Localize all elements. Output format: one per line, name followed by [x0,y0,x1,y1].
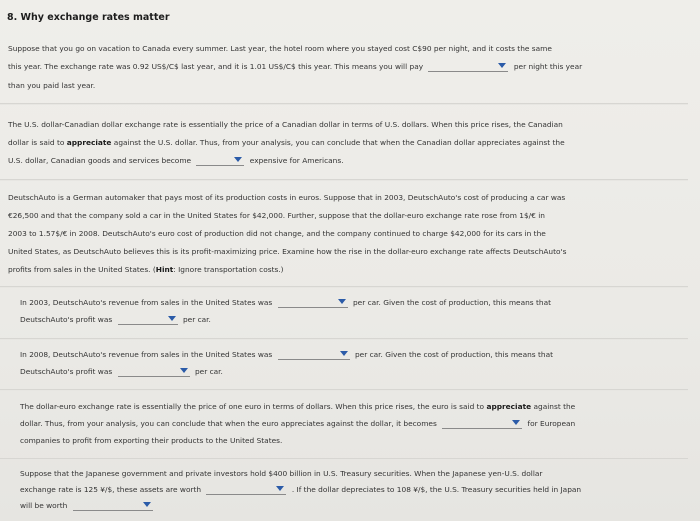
more-less-expensive-dropdown[interactable] [196,156,244,166]
q2003-line1-a: In 2003, DeutschAuto's revenue from sales in the United States was [20,298,273,307]
q2008-line2 [20,367,223,377]
revenue-2003-dropdown[interactable] [278,298,348,308]
q2003-line2 [20,315,211,325]
appreciate-term: appreciate [486,402,532,411]
p2-line1: The U.S. dollar-Canadian dollar exchange rate is essentially the price of a Canadian dollar in terms of U.S. dollars. When this price rises, the Canadian [8,120,563,129]
divider [0,179,688,181]
p1-line2-suffix: per night this year [513,62,583,71]
p2-line2-a: dollar is said to [8,138,65,147]
divider [0,338,688,340]
divider [0,389,688,391]
p4-line2-a: dollar. Thus, from your analysis, you can conclude that when the euro appreciates against the dollar, it becomes [20,419,437,428]
appreciate-term: appreciate [66,138,112,147]
p4-line1-a: The dollar-euro exchange rate is essentially the price of one euro in terms of dollars. When this price rises, the euro is said to [20,402,485,411]
q2003-line1 [20,298,551,308]
divider [0,458,688,460]
p2-line2-b: against the U.S. dollar. Thus, from your analysis, you can conclude that when the Canadian dollar appreciates against the [113,138,565,147]
p5-line2 [20,485,581,495]
q2003-line1-b: per car. Given the cost of production, this means that [352,298,551,307]
p5-line3 [20,501,156,511]
dropdown-arrow-icon [340,351,348,356]
p3-line4: United States, as DeutschAuto believes this is its profit-maximizing price. Examine how the rise in the dollar-euro exchange rate affects DeutschAuto's [8,247,567,256]
worth-after-depreciation-dropdown[interactable] [73,501,153,511]
p4-line1 [20,402,575,411]
q2008-line1-b: per car. Given the cost of production, this means that [354,350,553,359]
p3-line1: DeutschAuto is a German automaker that pays most of its production costs in euros. Suppose that in 2003, DeutschAuto's cost of producing a car was [8,193,566,202]
hint-label: Hint [155,265,174,274]
q2008-line1-a: In 2008, DeutschAuto's revenue from sales in the United States was [20,350,273,359]
dropdown-arrow-icon [143,502,151,507]
divider [0,286,688,288]
dropdown-arrow-icon [498,63,506,68]
dropdown-arrow-icon [234,157,242,162]
p4-line2 [20,419,575,429]
dropdown-arrow-icon [180,368,188,373]
p4-line2-b: for European [527,419,576,428]
p5-line2-a: exchange rate is 125 ¥/$, these assets are worth [20,485,202,494]
q2008-line2-a: DeutschAuto's profit was [20,367,113,376]
p3-line3: 2003 to 1.57$/€ in 2008. DeutschAuto's euro cost of production did not change, and the company continued to charge $42,000 for its cars in the [8,229,546,238]
p3-line5-a: profits from sales in the United States. ( [8,265,156,274]
p2-line2 [8,134,565,152]
q2008-line1 [20,350,553,360]
p2-line3-a: U.S. dollar, Canadian goods and services become [8,156,192,165]
p2-line3 [8,152,344,170]
q2003-line2-a: DeutschAuto's profit was [20,315,113,324]
dropdown-arrow-icon [338,299,346,304]
p5-line1: Suppose that the Japanese government and private investors hold $400 billion in U.S. Treasury securities. When the Japanese yen-U.S. dollar [20,469,543,478]
section-title: 8. Why exchange rates matter [7,12,170,23]
assets-worth-dropdown[interactable] [206,485,286,495]
q2003-line2-b: per car. [182,315,211,324]
divider [0,103,688,105]
dropdown-arrow-icon [512,420,520,425]
pay-more-less-dropdown[interactable] [428,62,508,72]
p4-line1-b: against the [533,402,576,411]
p3-line2: €26,500 and that the company sold a car in the United States for $42,000. Further, suppose that the dollar-euro exchange rate rose from 1$/€ in [8,211,545,220]
p4-line3: companies to profit from exporting their products to the United States. [20,436,283,445]
revenue-2008-dropdown[interactable] [278,350,350,360]
p1-line2 [8,58,582,76]
p5-line3-text: will be worth [20,501,68,510]
profit-2003-dropdown[interactable] [118,315,178,325]
harder-easier-dropdown[interactable] [442,419,522,429]
p3-line5 [8,261,284,279]
p1-line2-text: this year. The exchange rate was 0.92 US$/C$ last year, and it is 1.01 US$/C$ this year. This means you will pay [8,62,424,71]
profit-2008-dropdown[interactable] [118,367,190,377]
p5-line2-b: . If the dollar depreciates to 108 ¥/$, the U.S. Treasury securities held in Japan [291,485,582,494]
q2008-line2-b: per car. [194,367,223,376]
p2-line3-b: expensive for Americans. [249,156,344,165]
p1-line1: Suppose that you go on vacation to Canada every summer. Last year, the hotel room where you stayed cost C$90 per night, and it costs the same [8,44,552,53]
dropdown-arrow-icon [168,316,176,321]
dropdown-arrow-icon [276,486,284,491]
p3-line5-b: : Ignore transportation costs.) [173,265,284,274]
p1-line3: than you paid last year. [8,81,96,90]
